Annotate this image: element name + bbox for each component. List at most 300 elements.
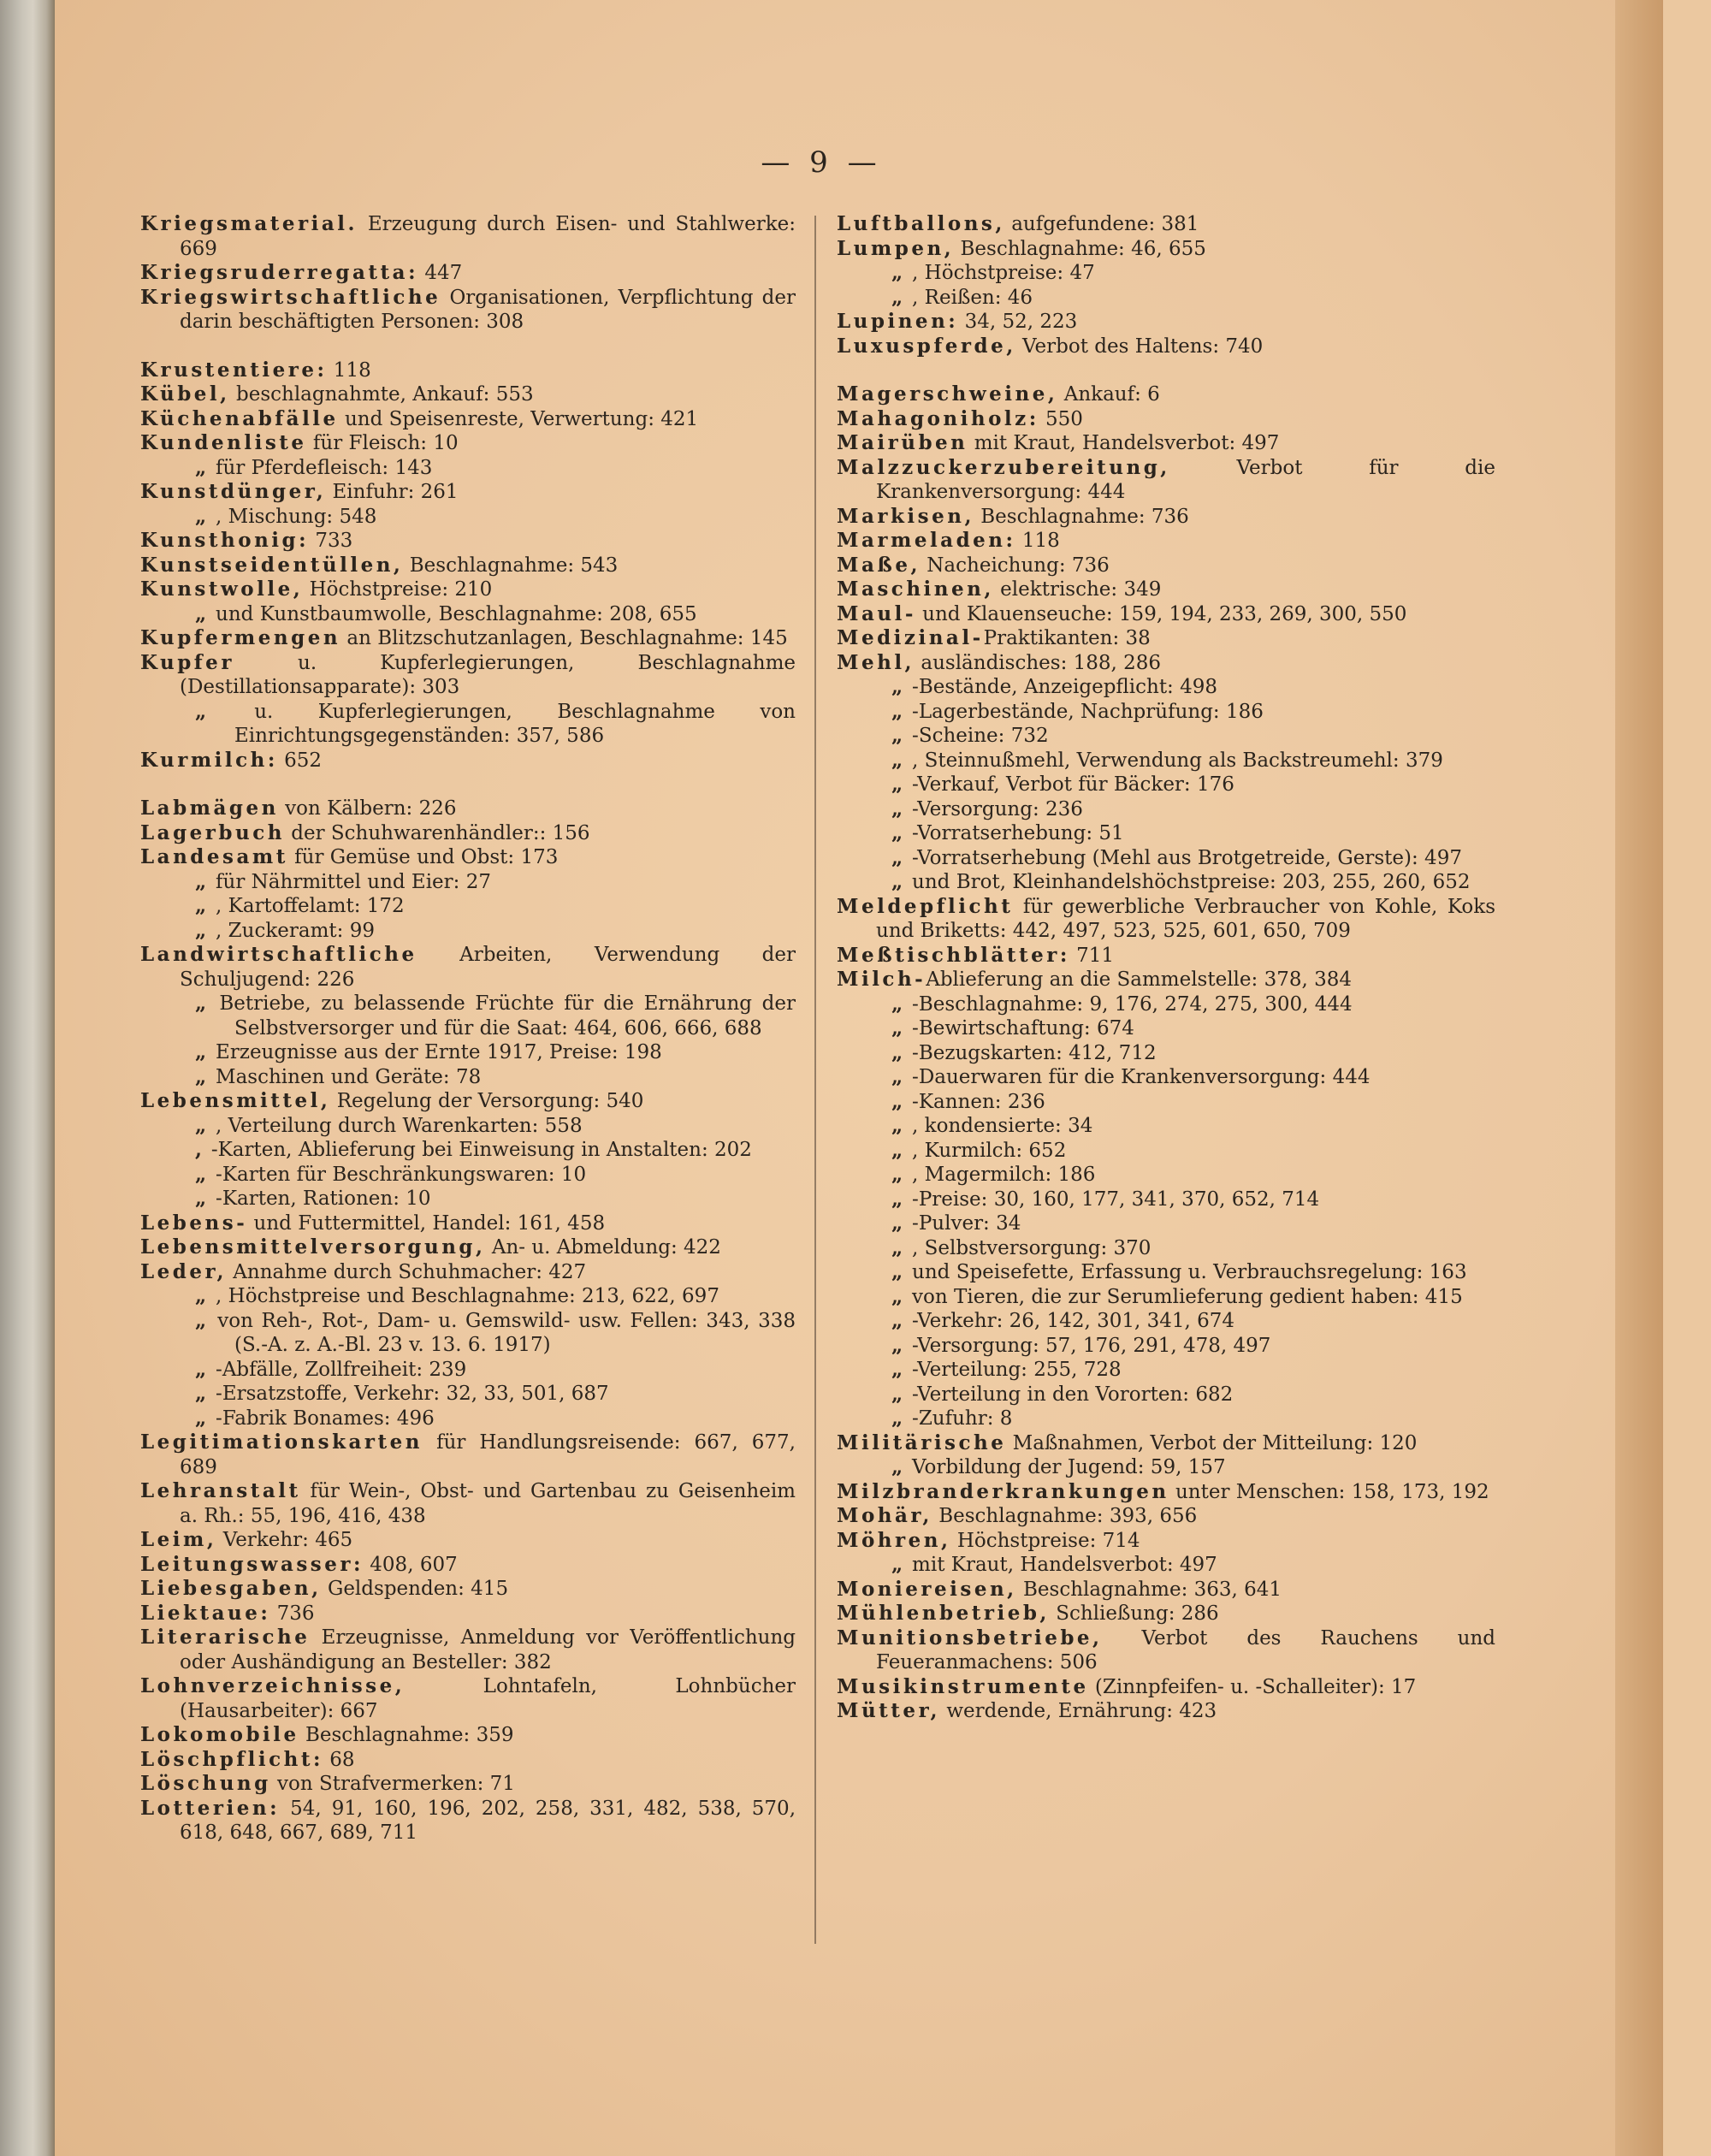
entry-text: mit Kraut, Handelsverbot: 497 [968, 432, 1280, 454]
entry-keyword: „ [891, 1260, 906, 1283]
entry-keyword: „ [891, 285, 906, 309]
index-subentry [837, 700, 1495, 725]
entry-text: 118 [327, 358, 371, 382]
entry-text: für gewerbliche Verbraucher von Kohle, Koks und Briketts: 442, 497, 523, 525, 601, 650, 709 [876, 895, 1495, 942]
entry-text: beschlagnahmte, Ankauf: 553 [229, 383, 534, 406]
entry-keyword: „ [195, 1406, 210, 1430]
entry-keyword: Mütter, [837, 1699, 941, 1722]
index-subentry [837, 749, 1495, 773]
entry-keyword: „ [891, 797, 906, 820]
entry-keyword: Liebesgaben, [140, 1577, 322, 1600]
index-subentry [837, 1139, 1495, 1164]
index-entry [140, 797, 796, 821]
index-entry [140, 1723, 796, 1748]
index-subentry [837, 1407, 1495, 1431]
entry-keyword: „ [891, 1358, 906, 1381]
entry-text: Annahme durch Schuhmacher: 427 [226, 1260, 587, 1283]
entry-text: -Bezugskarten: 412, 712 [905, 1041, 1157, 1064]
entry-keyword: „ [891, 1040, 906, 1064]
index-subentry [837, 1236, 1495, 1261]
index-subentry [837, 1334, 1495, 1359]
index-subentry [140, 1187, 796, 1211]
entry-keyword: „ [195, 504, 210, 528]
index-subentry [837, 821, 1495, 846]
entry-keyword: „ [195, 601, 210, 625]
entry-text: Verbot des Rauchens und Feueranmachens: 506 [876, 1626, 1495, 1673]
index-entry [837, 310, 1495, 335]
entry-text: für Pferdefleisch: 143 [209, 456, 433, 479]
entry-keyword: Lebensmittel, [140, 1089, 331, 1112]
entry-keyword: Kurmilch: [140, 748, 278, 772]
index-entry [837, 456, 1495, 505]
entry-keyword: Kriegsmaterial. [140, 212, 358, 235]
index-entry [140, 431, 796, 456]
entry-keyword: Maße, [837, 553, 921, 577]
index-entry [140, 845, 796, 870]
entry-text: Schließung: 286 [1049, 1602, 1219, 1625]
index-subentry [140, 992, 796, 1040]
entry-text: -Preise: 30, 160, 177, 341, 370, 652, 714 [905, 1188, 1320, 1211]
index-subentry [837, 846, 1495, 871]
page-edge [1615, 0, 1663, 2156]
entry-keyword: „ [891, 1382, 906, 1406]
entry-keyword: Militärische [837, 1430, 1007, 1454]
entry-text: , Höchstpreise und Beschlagnahme: 213, 622, 697 [209, 1285, 719, 1307]
index-entry [837, 626, 1495, 651]
entry-text: , Höchstpreise: 47 [905, 262, 1095, 284]
index-entry [140, 1748, 796, 1773]
entry-keyword: „ [891, 1309, 906, 1332]
entry-keyword: Kunstwolle, [140, 578, 304, 601]
entry-keyword: „ [195, 918, 210, 942]
entry-keyword: „ [195, 1113, 210, 1137]
index-entry [837, 505, 1495, 530]
index-entry [837, 1480, 1495, 1505]
entry-text: Erzeugnisse, Anmeldung vor Veröffentlichung oder Aushändigung an Besteller: 382 [180, 1626, 796, 1673]
entry-keyword: „ [891, 845, 906, 869]
entry-text: -Karten für Beschränkungswaren: 10 [209, 1163, 587, 1186]
entry-text: -Ersatzstoffe, Verkehr: 32, 33, 501, 687 [209, 1383, 609, 1405]
entry-text: An- u. Abmeldung: 422 [485, 1236, 721, 1259]
entry-text: von Tieren, die zur Serumlieferung gedient haben: 415 [905, 1285, 1463, 1308]
entry-keyword: Kundenliste [140, 431, 307, 454]
entry-keyword: „ [891, 1114, 906, 1137]
page-number: — 9 — [761, 145, 882, 180]
entry-keyword: „ [891, 1407, 906, 1430]
entry-keyword: „ [195, 1162, 210, 1186]
index-entry [837, 895, 1495, 944]
index-subentry [837, 870, 1495, 895]
entry-keyword: „ [195, 1357, 210, 1381]
entry-keyword: „ [891, 773, 906, 796]
index-entry [837, 431, 1495, 456]
entry-text: Beschlagnahme: 46, 655 [954, 237, 1206, 260]
entry-text: elektrische: 349 [993, 578, 1162, 601]
entry-keyword: Kunstdünger, [140, 480, 327, 503]
entry-text: Einfuhr: 261 [326, 481, 459, 503]
entry-text: -Lagerbestände, Nachprüfung: 186 [905, 700, 1264, 723]
entry-keyword: „ [195, 894, 210, 917]
entry-keyword: Lebensmittelversorgung, [140, 1235, 486, 1259]
index-subentry [837, 1041, 1495, 1066]
entry-text: Ankauf: 6 [1057, 383, 1160, 406]
entry-text: für Nährmittel und Eier: 27 [209, 870, 491, 893]
entry-text: -Beschlagnahme: 9, 176, 274, 275, 300, 444 [905, 992, 1353, 1016]
entry-keyword: Kriegswirtschaftliche [140, 285, 441, 309]
index-entry [837, 1504, 1495, 1529]
index-entry [140, 1089, 796, 1114]
entry-text: u. Kupferlegierungen, Beschlagnahme von Einrichtungsgegenständen: 357, 586 [209, 700, 796, 747]
entry-keyword: „ [195, 455, 210, 479]
index-entry [837, 335, 1495, 359]
entry-text: , kondensierte: 34 [905, 1115, 1093, 1137]
entry-keyword: Milzbranderkrankungen [837, 1479, 1169, 1503]
section-gap [837, 358, 1495, 382]
index-column-left [140, 212, 796, 1845]
index-entry [140, 212, 796, 261]
entry-keyword: , [195, 1138, 205, 1161]
entry-text: und Futtermittel, Handel: 161, 458 [247, 1211, 606, 1235]
index-subentry [140, 602, 796, 627]
entry-keyword: „ [891, 1089, 906, 1113]
index-entry [140, 578, 796, 602]
entry-text: Ablieferung an die Sammelstelle: 378, 384 [926, 968, 1353, 991]
entry-text: Verkehr: 465 [216, 1529, 353, 1551]
entry-keyword: „ [195, 1382, 210, 1405]
entry-keyword: „ [195, 992, 210, 1015]
index-subentry [837, 1260, 1495, 1285]
index-subentry [837, 261, 1495, 286]
index-entry [837, 554, 1495, 578]
entry-text: Erzeugung durch Eisen- und Stahlwerke: 669 [180, 213, 796, 260]
entry-keyword: „ [891, 1138, 906, 1162]
entry-text: Regelung der Versorgung: 540 [330, 1090, 644, 1112]
entry-text: von Reh-, Rot-, Dam- u. Gemswild- usw. Fellen: 343, 338 (S.-A. z. A.-Bl. 23 v. 13. 6. 1917) [209, 1309, 796, 1356]
index-subentry [140, 894, 796, 919]
entry-keyword: Legitimationskarten [140, 1430, 423, 1454]
entry-text: für Wein-, Obst- und Gartenbau zu Geisenheim a. Rh.: 55, 196, 416, 438 [180, 1480, 796, 1527]
entry-text: Verbot des Haltens: 740 [1015, 335, 1264, 358]
index-entry [837, 944, 1495, 968]
index-entry [140, 1528, 796, 1553]
entry-text: -Kannen: 236 [905, 1090, 1045, 1113]
entry-keyword: Mahagoniholz: [837, 406, 1039, 430]
index-subentry [837, 1065, 1495, 1090]
entry-keyword: Leim, [140, 1528, 217, 1551]
entry-keyword: Medizinal- [837, 626, 984, 649]
index-entry [140, 1260, 796, 1285]
entry-text: -Zufuhr: 8 [905, 1407, 1013, 1430]
entry-keyword: Mohär, [837, 1504, 932, 1527]
entry-text: 711 [1069, 944, 1115, 967]
entry-keyword: Mehl, [837, 650, 915, 674]
entry-text: 733 [309, 530, 353, 552]
book-spine [0, 0, 55, 2156]
entry-text: 652 [277, 749, 323, 772]
entry-keyword: „ [195, 1040, 210, 1063]
index-subentry [140, 1114, 796, 1139]
entry-keyword: „ [195, 1308, 210, 1332]
index-entry [140, 1430, 796, 1479]
entry-keyword: Meßtischblätter: [837, 943, 1070, 967]
entry-keyword: „ [891, 675, 906, 698]
entry-keyword: Mühlenbetrieb, [837, 1602, 1050, 1625]
entry-text: , Zuckeramt: 99 [209, 919, 375, 942]
entry-keyword: „ [891, 261, 906, 284]
entry-keyword: Kupfer [140, 650, 234, 674]
entry-keyword: „ [891, 1016, 906, 1040]
entry-keyword: „ [891, 870, 906, 893]
index-entry [140, 626, 796, 651]
entry-keyword: Landwirtschaftliche [140, 943, 417, 966]
index-subentry [837, 1285, 1495, 1310]
entry-text: Betriebe, zu belassende Früchte für die Ernährung der Selbstversorger und für die Saat: 464, 606, 666, 688 [209, 992, 796, 1040]
entry-text: ausländisches: 188, 286 [915, 651, 1162, 674]
entry-keyword: Lohnverzeichnisse, [140, 1674, 406, 1697]
entry-keyword: Maul- [837, 601, 916, 625]
index-entry [837, 602, 1495, 627]
index-subentry [140, 919, 796, 944]
index-subentry [140, 1138, 796, 1163]
index-subentry [140, 1309, 796, 1358]
entry-keyword: Musikinstrumente [837, 1674, 1089, 1698]
entry-text: 68 [323, 1748, 355, 1771]
index-entry [140, 1602, 796, 1626]
entry-text: und Klauenseuche: 159, 194, 233, 269, 300, 550 [915, 602, 1407, 625]
entry-keyword: „ [891, 1211, 906, 1235]
index-subentry [837, 1309, 1495, 1334]
index-entry [837, 212, 1495, 237]
index-entry [140, 382, 796, 407]
entry-text: Organisationen, Verpflichtung der darin beschäftigten Personen: 308 [180, 286, 796, 333]
index-entry [140, 480, 796, 505]
entry-text: Maßnahmen, Verbot der Mitteilung: 120 [1006, 1431, 1418, 1454]
entry-keyword: „ [891, 1187, 906, 1211]
entry-keyword: „ [891, 821, 906, 844]
index-entry [837, 1431, 1495, 1456]
index-entry [837, 529, 1495, 554]
entry-text: und Kunstbaumwolle, Beschlagnahme: 208, 655 [209, 602, 697, 625]
index-entry [140, 1674, 796, 1723]
index-entry [140, 1772, 796, 1797]
entry-keyword: Magerschweine, [837, 382, 1058, 406]
entry-keyword: Kriegsruderregatta: [140, 261, 419, 284]
section-gap [140, 335, 796, 358]
index-entry [140, 529, 796, 554]
entry-keyword: Leitungswasser: [140, 1552, 364, 1576]
entry-text: Beschlagnahme: 363, 641 [1016, 1578, 1282, 1601]
entry-keyword: „ [891, 724, 906, 747]
entry-text: der Schuhwarenhändler:: 156 [284, 821, 590, 844]
entry-text: Beschlagnahme: 543 [403, 554, 619, 577]
entry-text: aufgefundene: 381 [1004, 213, 1199, 235]
index-subentry [140, 1382, 796, 1407]
index-entry [837, 968, 1495, 992]
entry-keyword: Kübel, [140, 382, 230, 406]
entry-keyword: Meldepflicht [837, 894, 1014, 918]
entry-text: -Versorgung: 236 [905, 797, 1083, 820]
entry-keyword: „ [891, 1065, 906, 1088]
index-subentry [140, 870, 796, 895]
entry-keyword: Markisen, [837, 504, 974, 528]
entry-keyword: „ [891, 748, 906, 772]
index-entry [140, 821, 796, 846]
entry-keyword: Löschpflicht: [140, 1747, 323, 1771]
entry-keyword: „ [195, 1284, 210, 1307]
index-subentry [837, 1358, 1495, 1383]
column-divider [814, 216, 816, 1944]
index-subentry [837, 1553, 1495, 1578]
entry-text: -Scheine: 732 [905, 725, 1049, 747]
index-entry [837, 578, 1495, 602]
index-entry [837, 651, 1495, 676]
entry-text: 736 [270, 1602, 315, 1625]
entry-keyword: „ [195, 1187, 210, 1210]
entry-text: -Karten, Ablieferung bei Einweisung in Anstalten: 202 [204, 1139, 752, 1161]
index-entry [140, 554, 796, 578]
entry-text: Arbeiten, Verwendung der Schuljugend: 226 [180, 944, 796, 991]
entry-keyword: Kunsthonig: [140, 529, 310, 552]
index-subentry [140, 456, 796, 481]
index-entry [140, 358, 796, 383]
entry-text: werdende, Ernährung: 423 [940, 1700, 1217, 1722]
entry-text: 54, 91, 160, 196, 202, 258, 331, 482, 538, 570, 618, 648, 667, 689, 711 [180, 1797, 796, 1844]
entry-text: Erzeugnisse aus der Ernte 1917, Preise: 198 [209, 1041, 662, 1063]
entry-text: -Dauerwaren für die Krankenversorgung: 444 [905, 1066, 1371, 1088]
index-entry [837, 1675, 1495, 1700]
entry-text: -Versorgung: 57, 176, 291, 478, 497 [905, 1334, 1271, 1357]
index-subentry [140, 1284, 796, 1309]
entry-text: (Zinnpfeifen- u. -Schalleiter): 17 [1088, 1675, 1417, 1698]
index-entry [837, 1529, 1495, 1554]
entry-keyword: „ [891, 1455, 906, 1478]
index-subentry [140, 700, 796, 749]
entry-text: u. Kupferlegierungen, Beschlagnahme (Destillationsapparate): 303 [180, 651, 796, 698]
entry-text: Verbot für die Krankenversorgung: 444 [876, 456, 1495, 503]
index-subentry [140, 1065, 796, 1090]
entry-keyword: „ [891, 992, 906, 1016]
entry-keyword: Küchenabfälle [140, 406, 339, 430]
index-subentry [837, 1114, 1495, 1139]
index-entry [140, 286, 796, 335]
entry-keyword: Lumpen, [837, 236, 955, 260]
index-subentry [837, 773, 1495, 797]
index-entry [140, 1797, 796, 1845]
entry-text: und Speisefette, Erfassung u. Verbrauchsregelung: 163 [905, 1261, 1467, 1283]
entry-text: , Mischung: 548 [209, 505, 377, 528]
entry-text: -Abfälle, Zollfreiheit: 239 [209, 1358, 467, 1381]
index-subentry [140, 1163, 796, 1188]
entry-keyword: Moniereisen, [837, 1577, 1017, 1601]
entry-keyword: Möhren, [837, 1528, 951, 1552]
entry-keyword: Luxuspferde, [837, 334, 1016, 358]
entry-keyword: Kunstseidentüllen, [140, 553, 404, 577]
index-entry [140, 407, 796, 432]
entry-keyword: Kupfermengen [140, 626, 341, 649]
index-entry [140, 1553, 796, 1578]
entry-keyword: „ [195, 869, 210, 893]
entry-keyword: Landesamt [140, 845, 288, 868]
entry-keyword: „ [195, 699, 210, 723]
entry-text: , Magermilch: 186 [905, 1164, 1096, 1186]
entry-text: 550 [1039, 407, 1083, 430]
entry-text: , Selbstversorgung: 370 [905, 1236, 1152, 1259]
entry-keyword: „ [891, 1163, 906, 1186]
entry-keyword: Lotterien: [140, 1796, 281, 1820]
index-subentry [140, 1358, 796, 1383]
index-subentry [837, 1383, 1495, 1407]
entry-keyword: Leder, [140, 1259, 227, 1283]
entry-text: , Steinnußmehl, Verwendung als Backstreumehl: 379 [905, 749, 1443, 772]
index-entry [140, 943, 796, 992]
entry-text: und Speisenreste, Verwertung: 421 [338, 407, 699, 430]
entry-keyword: Mairüben [837, 431, 968, 454]
index-subentry [140, 505, 796, 530]
entry-keyword: Lokomobile [140, 1723, 299, 1746]
entry-text: -Verkehr: 26, 142, 301, 341, 674 [905, 1310, 1235, 1332]
entry-text: -Vorratserhebung (Mehl aus Brotgetreide, Gerste): 497 [905, 846, 1462, 869]
entry-text: 408, 607 [363, 1553, 458, 1576]
index-subentry [140, 1040, 796, 1065]
entry-text: 118 [1015, 530, 1060, 552]
index-entry [837, 1699, 1495, 1724]
entry-keyword: Labmägen [140, 797, 279, 820]
entry-text: von Strafvermerken: 71 [270, 1773, 515, 1795]
entry-text: -Verteilung: 255, 728 [905, 1359, 1122, 1381]
entry-text: von Kälbern: 226 [278, 797, 457, 820]
entry-keyword: Maschinen, [837, 578, 994, 601]
entry-keyword: Munitionsbetriebe, [837, 1626, 1103, 1650]
entry-keyword: Lehranstalt [140, 1479, 301, 1502]
index-entry [140, 651, 796, 700]
index-entry [837, 1578, 1495, 1602]
index-subentry [837, 286, 1495, 311]
entry-text: mit Kraut, Handelsverbot: 497 [905, 1554, 1217, 1576]
entry-text: für Gemüse und Obst: 173 [287, 846, 559, 868]
index-subentry [837, 1455, 1495, 1480]
index-subentry [140, 1407, 796, 1431]
entry-keyword: Luftballons, [837, 212, 1005, 235]
entry-text: -Vorratserhebung: 51 [905, 822, 1124, 844]
entry-text: 447 [418, 262, 463, 284]
index-entry [140, 749, 796, 773]
entry-text: 34, 52, 223 [958, 311, 1078, 333]
entry-keyword: Literarische [140, 1626, 311, 1649]
entry-text: , Reißen: 46 [905, 286, 1033, 309]
index-entry [837, 1626, 1495, 1675]
entry-keyword: Milch- [837, 968, 927, 991]
entry-keyword: „ [891, 1284, 906, 1308]
entry-text: für Handlungsreisende: 667, 677, 689 [180, 1431, 796, 1478]
index-subentry [837, 1211, 1495, 1236]
index-entry [140, 1235, 796, 1260]
entry-keyword: „ [891, 699, 906, 723]
index-entry [140, 1479, 796, 1528]
entry-text: an Blitzschutzanlagen, Beschlagnahme: 145 [340, 627, 788, 649]
index-subentry [837, 797, 1495, 822]
index-entry [837, 382, 1495, 407]
entry-text: , Verteilung durch Warenkarten: 558 [209, 1114, 583, 1137]
entry-keyword: Krustentiere: [140, 358, 328, 382]
entry-keyword: Malzzuckerzubereitung, [837, 455, 1170, 479]
entry-keyword: „ [891, 1553, 906, 1576]
entry-keyword: „ [891, 1235, 906, 1259]
entry-text: Lohntafeln, Lohnbücher (Hausarbeiter): 667 [180, 1675, 796, 1722]
entry-text: -Karten, Rationen: 10 [209, 1188, 431, 1210]
entry-text: -Bestände, Anzeigepflicht: 498 [905, 676, 1218, 698]
entry-keyword: „ [195, 1064, 210, 1088]
entry-text: -Bewirtschaftung: 674 [905, 1017, 1134, 1040]
